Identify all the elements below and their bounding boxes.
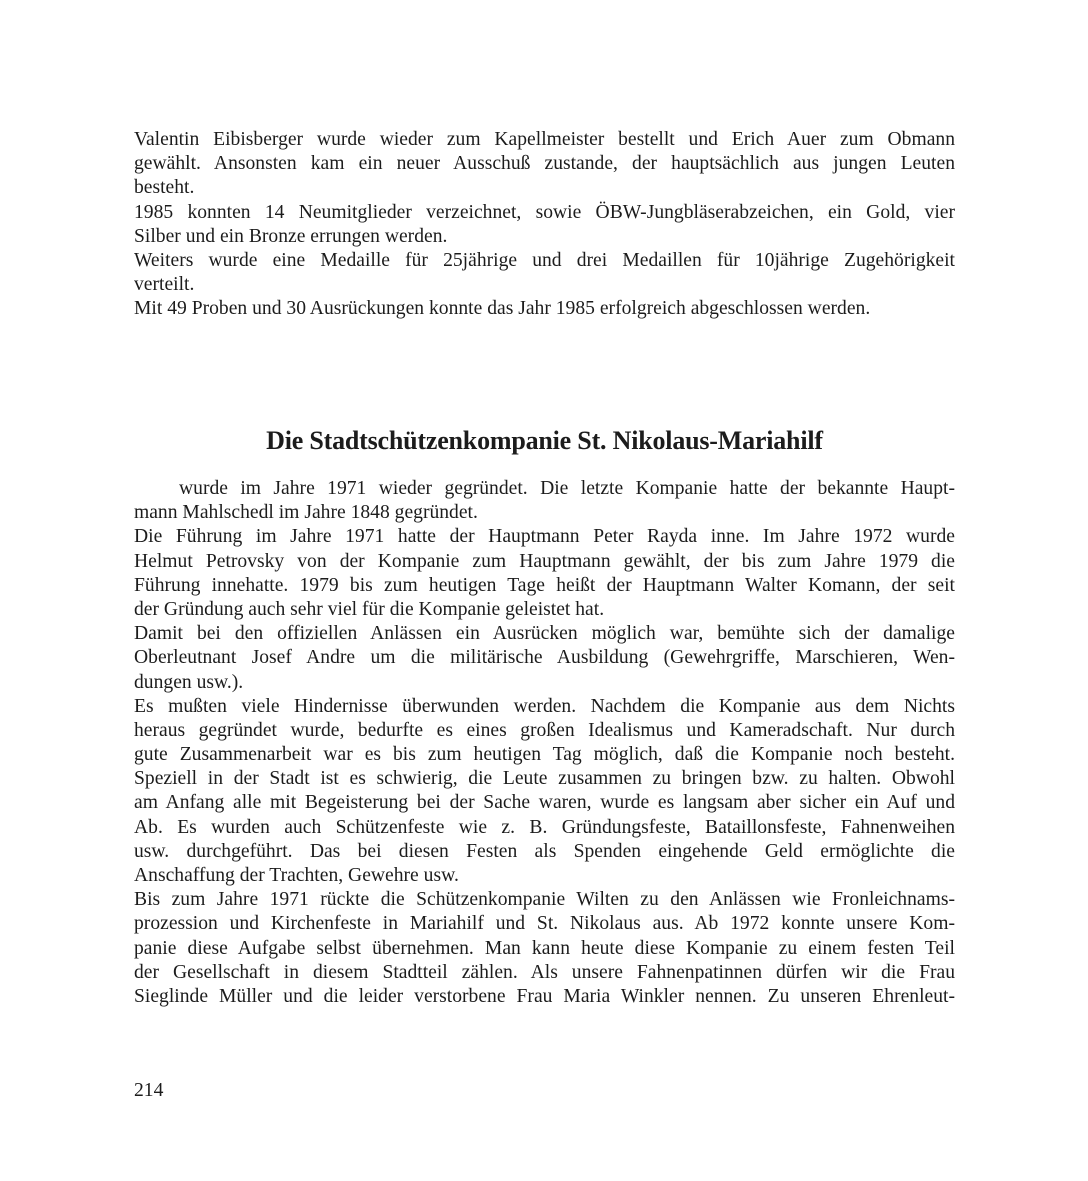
text-line: Mit 49 Proben und 30 Ausrückungen konnte das Jahr 1985 erfolgreich abgeschlossen werden. (134, 298, 871, 320)
paragraph (134, 249, 955, 297)
text-line: Führung innehatte. 1979 bis zum heutigen Tage heißt der Hauptmann Walter Komann, der seit (134, 574, 955, 596)
text-line: der Gesellschaft in diesem Stadtteil zählen. Als unsere Fahnenpatinnen dürfen wir die Frau (134, 961, 955, 983)
text-line: Weiters wurde eine Medaille für 25jährige und drei Medaillen für 10jährige Zugehörigkeit (134, 249, 955, 271)
text-line: prozession und Kirchenfeste in Mariahilf und St. Nikolaus aus. Ab 1972 konnte unsere Kom- (134, 913, 955, 935)
paragraph (134, 477, 955, 525)
section-heading: Die Stadtschützenkompanie St. Nikolaus-Mariahilf (266, 426, 823, 456)
text-line: besteht. (134, 177, 195, 199)
text-line: mann Mahlschedl im Jahre 1848 gegründet. (134, 502, 478, 524)
text-line: Silber und ein Bronze errungen werden. (134, 225, 448, 247)
text-line: Bis zum Jahre 1971 rückte die Schützenkompanie Wilten zu den Anlässen wie Fronleichnams- (134, 889, 955, 911)
text-line: Helmut Petrovsky von der Kompanie zum Hauptmann gewählt, der bis zum Jahre 1979 die (134, 550, 955, 572)
text-line: usw. durchgeführt. Das bei diesen Festen als Spenden eingehende Geld ermöglichte die (134, 840, 955, 862)
text-line: gewählt. Ansonsten kam ein neuer Ausschuß zustande, der hauptsächlich aus jungen Leuten (134, 153, 955, 175)
paragraph (134, 695, 955, 889)
paragraph (134, 128, 955, 201)
text-line: am Anfang alle mit Begeisterung bei der Sache waren, wurde es langsam aber sicher ein Auf und (134, 792, 955, 814)
paragraph (134, 201, 955, 249)
paragraph (134, 525, 955, 622)
intro-text-block (134, 128, 955, 322)
text-line: heraus gegründet wurde, bedurfte es eines großen Idealismus und Kameradschaft. Nur durch (134, 719, 955, 741)
text-line: Anschaffung der Trachten, Gewehre usw. (134, 865, 459, 886)
text-line: der Gründung auch sehr viel für die Kompanie geleistet hat. (134, 598, 605, 620)
text-line: gute Zusammenarbeit war es bis zum heutigen Tag möglich, daß die Kompanie noch besteht. (134, 744, 955, 766)
text-line: Die Führung im Jahre 1971 hatte der Hauptmann Peter Rayda inne. Im Jahre 1972 wurde (134, 526, 955, 548)
text-line: Valentin Eibisberger wurde wieder zum Kapellmeister bestellt und Erich Auer zum Obmann (134, 129, 955, 150)
text-line: dungen usw.). (134, 671, 244, 693)
text-line: Sieglinde Müller und die leider verstorbene Frau Maria Winkler nennen. Zu unseren Ehrenleut- (134, 985, 955, 1007)
text-line: wurde im Jahre 1971 wieder gegründet. Die letzte Kompanie hatte der bekannte Haupt- (179, 478, 955, 499)
text-line: verteilt. (134, 274, 195, 296)
text-line: Oberleutnant Josef Andre um die militärische Ausbildung (Gewehrgriffe, Marschieren, Wen- (134, 647, 955, 669)
page-number: 214 (134, 1080, 164, 1101)
paragraph (134, 622, 955, 695)
paragraph (134, 297, 955, 321)
section-body-text (134, 477, 955, 1009)
text-line: 1985 konnten 14 Neumitglieder verzeichnet, sowie ÖBW-Jungbläserabzeichen, ein Gold, vier (134, 201, 955, 223)
text-line: Damit bei den offiziellen Anlässen ein Ausrücken möglich war, bemühte sich der damalige (134, 623, 955, 645)
text-line: Es mußten viele Hindernisse überwunden werden. Nachdem die Kompanie aus dem Nichts (134, 695, 955, 717)
text-line: panie diese Aufgabe selbst übernehmen. Man kann heute diese Kompanie zu einem festen Teil (134, 937, 955, 959)
text-line: Speziell in der Stadt ist es schwierig, die Leute zusammen zu bringen bzw. zu halten. Obwohl (134, 768, 955, 790)
paragraph (134, 888, 955, 1009)
text-line: Ab. Es wurden auch Schützenfeste wie z. B. Gründungsfeste, Bataillonsfeste, Fahnenweihen (134, 816, 955, 838)
